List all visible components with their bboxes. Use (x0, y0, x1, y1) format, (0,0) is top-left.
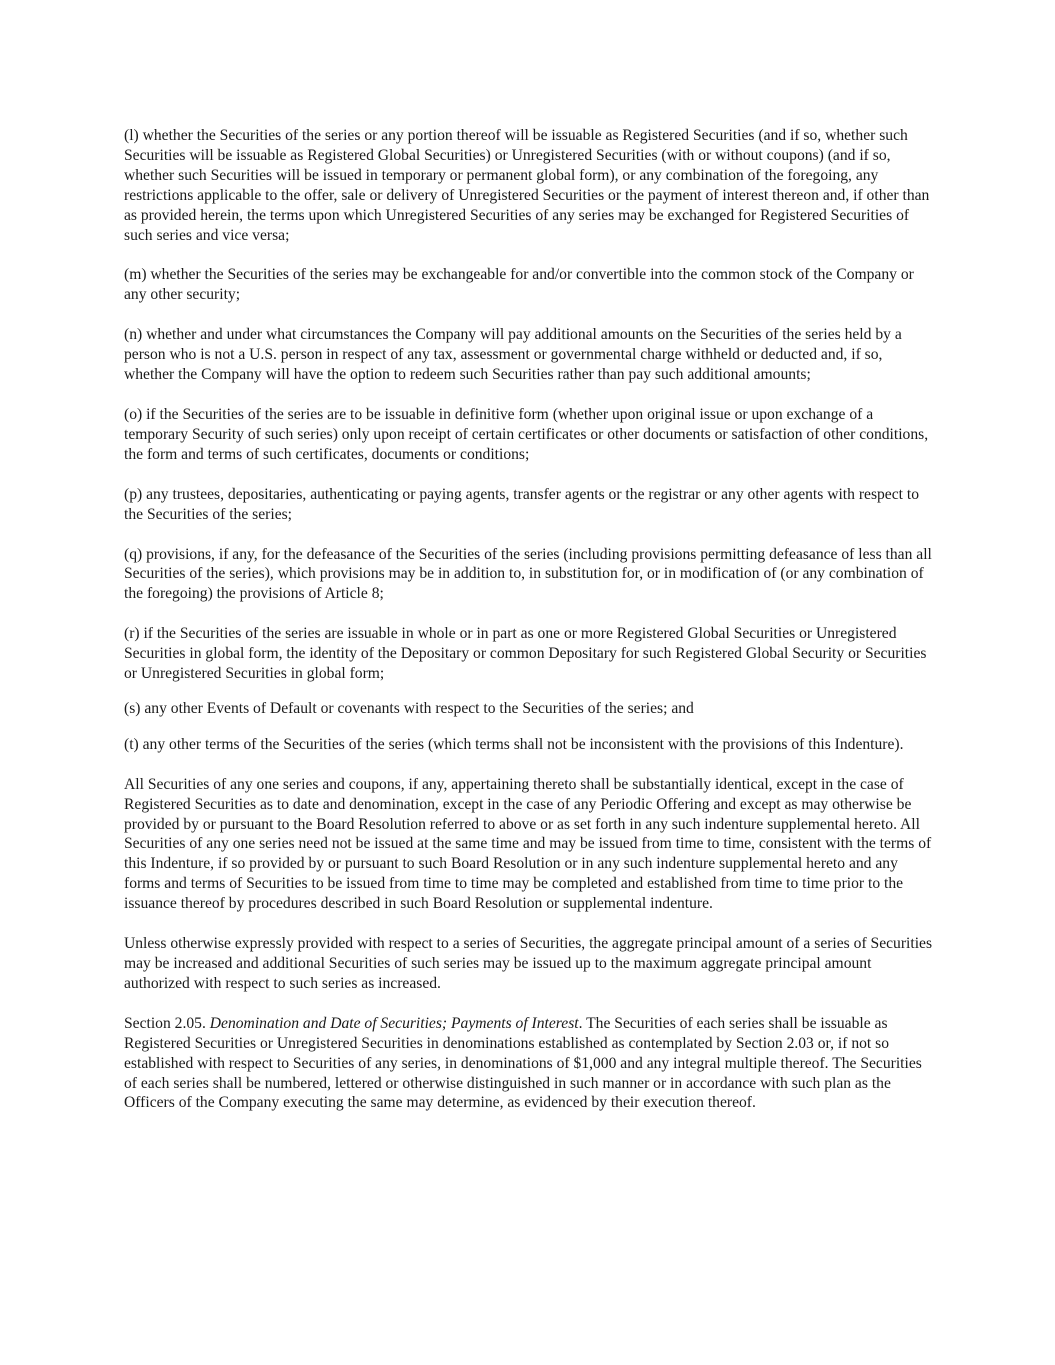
section-2-05-paragraph (124, 1014, 936, 1114)
clause-n: (n) whether and under what circumstances the Company will pay additional amounts on the Securities of the series held by a person who is not a U.S. person in respect of any tax, assessment or governmental charge withheld or deducted and, if so, whether the Company will have the option to redeem such Securities rather than pay such additional amounts; (124, 326, 902, 384)
clause-m: (m) whether the Securities of the series may be exchangeable for and/or convertible into the common stock of the Company or any other security; (124, 266, 914, 304)
section-number: Section 2.05. (124, 1014, 206, 1032)
clause-p: (p) any trustees, depositaries, authenticating or paying agents, transfer agents or the registrar or any other agents with respect to the Securities of the series; (124, 485, 920, 523)
clause-l: (l) whether the Securities of the series or any portion thereof will be issuable as Registered Securities (and if so, whether such Securities will be issuable as Registered Global Securities) or Unregistered Securities (with or without coupons) (and if so, whether such Securities will be issued in temporary or permanent global form), or any combination of the foregoing, any restrictions applicable to the offer, sale or delivery of Unregistered Securities or the payment of interest thereon and, if other than as provided herein, the terms upon which Unregistered Securities of any series may be exchanged for Registered Securities of such series and vice versa; (124, 127, 930, 244)
clause-o: (o) if the Securities of the series are to be issuable in definitive form (whether upon original issue or upon exchange of a temporary Security of such series) only upon receipt of certain certificates or other documents or satisfaction of other conditions, the form and terms of such certificates, documents or conditions; (124, 405, 929, 463)
all-securities-paragraph: All Securities of any one series and coupons, if any, appertaining thereto shall be substantially identical, except in the case of Registered Securities as to date and denomination, except in the case of any Periodic Offering and except as may otherwise be provided by or pursuant to the Board Resolution referred to above or as set forth in any such indenture supplemental hereto. All Securities of any one series need not be issued at the same time and may be issued from time to time, consistent with the terms of this Indenture, if so provided by or pursuant to such Board Resolution or in any such indenture supplemental hereto and any forms and terms of Securities to be issued from time to time may be completed and established from time to time prior to the issuance thereof by procedures described in such Board Resolution or supplemental indenture. (124, 775, 932, 913)
document-page (124, 126, 936, 1133)
section-body: . The Securities of each series shall be issuable as Registered Securities or Unregistered Securities in denominations established as contemplated by Section 2.03 or, if not so established with respect to Securities of any series, in denominations of $1,000 and any integral multiple thereof. The Securities of each series shall be numbered, lettered or otherwise distinguished in such manner or in accordance with such plan as the Officers of the Company executing the same may determine, as evidenced by their execution thereof. (124, 1014, 922, 1112)
section-title: Denomination and Date of Securities; Payments of Interest (209, 1014, 579, 1032)
unless-otherwise-paragraph: Unless otherwise expressly provided with respect to a series of Securities, the aggregate principal amount of a series of Securities may be increased and additional Securities of such series may be issued up to the maximum aggregate principal amount authorized with respect to such series as increased. (124, 935, 933, 992)
clause-s: (s) any other Events of Default or covenants with respect to the Securities of the series; and (124, 699, 694, 717)
clause-q: (q) provisions, if any, for the defeasance of the Securities of the series (including provisions permitting defeasance of less than all Securities of the series), which provisions may be in addition to, in substitution for, or in modification of (or any combination of the foregoing) the provisions of Article 8; (124, 545, 932, 603)
clause-t: (t) any other terms of the Securities of the series (which terms shall not be inconsistent with the provisions of this Indenture). (124, 735, 904, 753)
clause-r: (r) if the Securities of the series are issuable in whole or in part as one or more Registered Global Securities or Unregistered Securities in global form, the identity of the Depositary or common Depositary for such Registered Global Security or Securities or Unregistered Securities in global form; (124, 625, 927, 683)
